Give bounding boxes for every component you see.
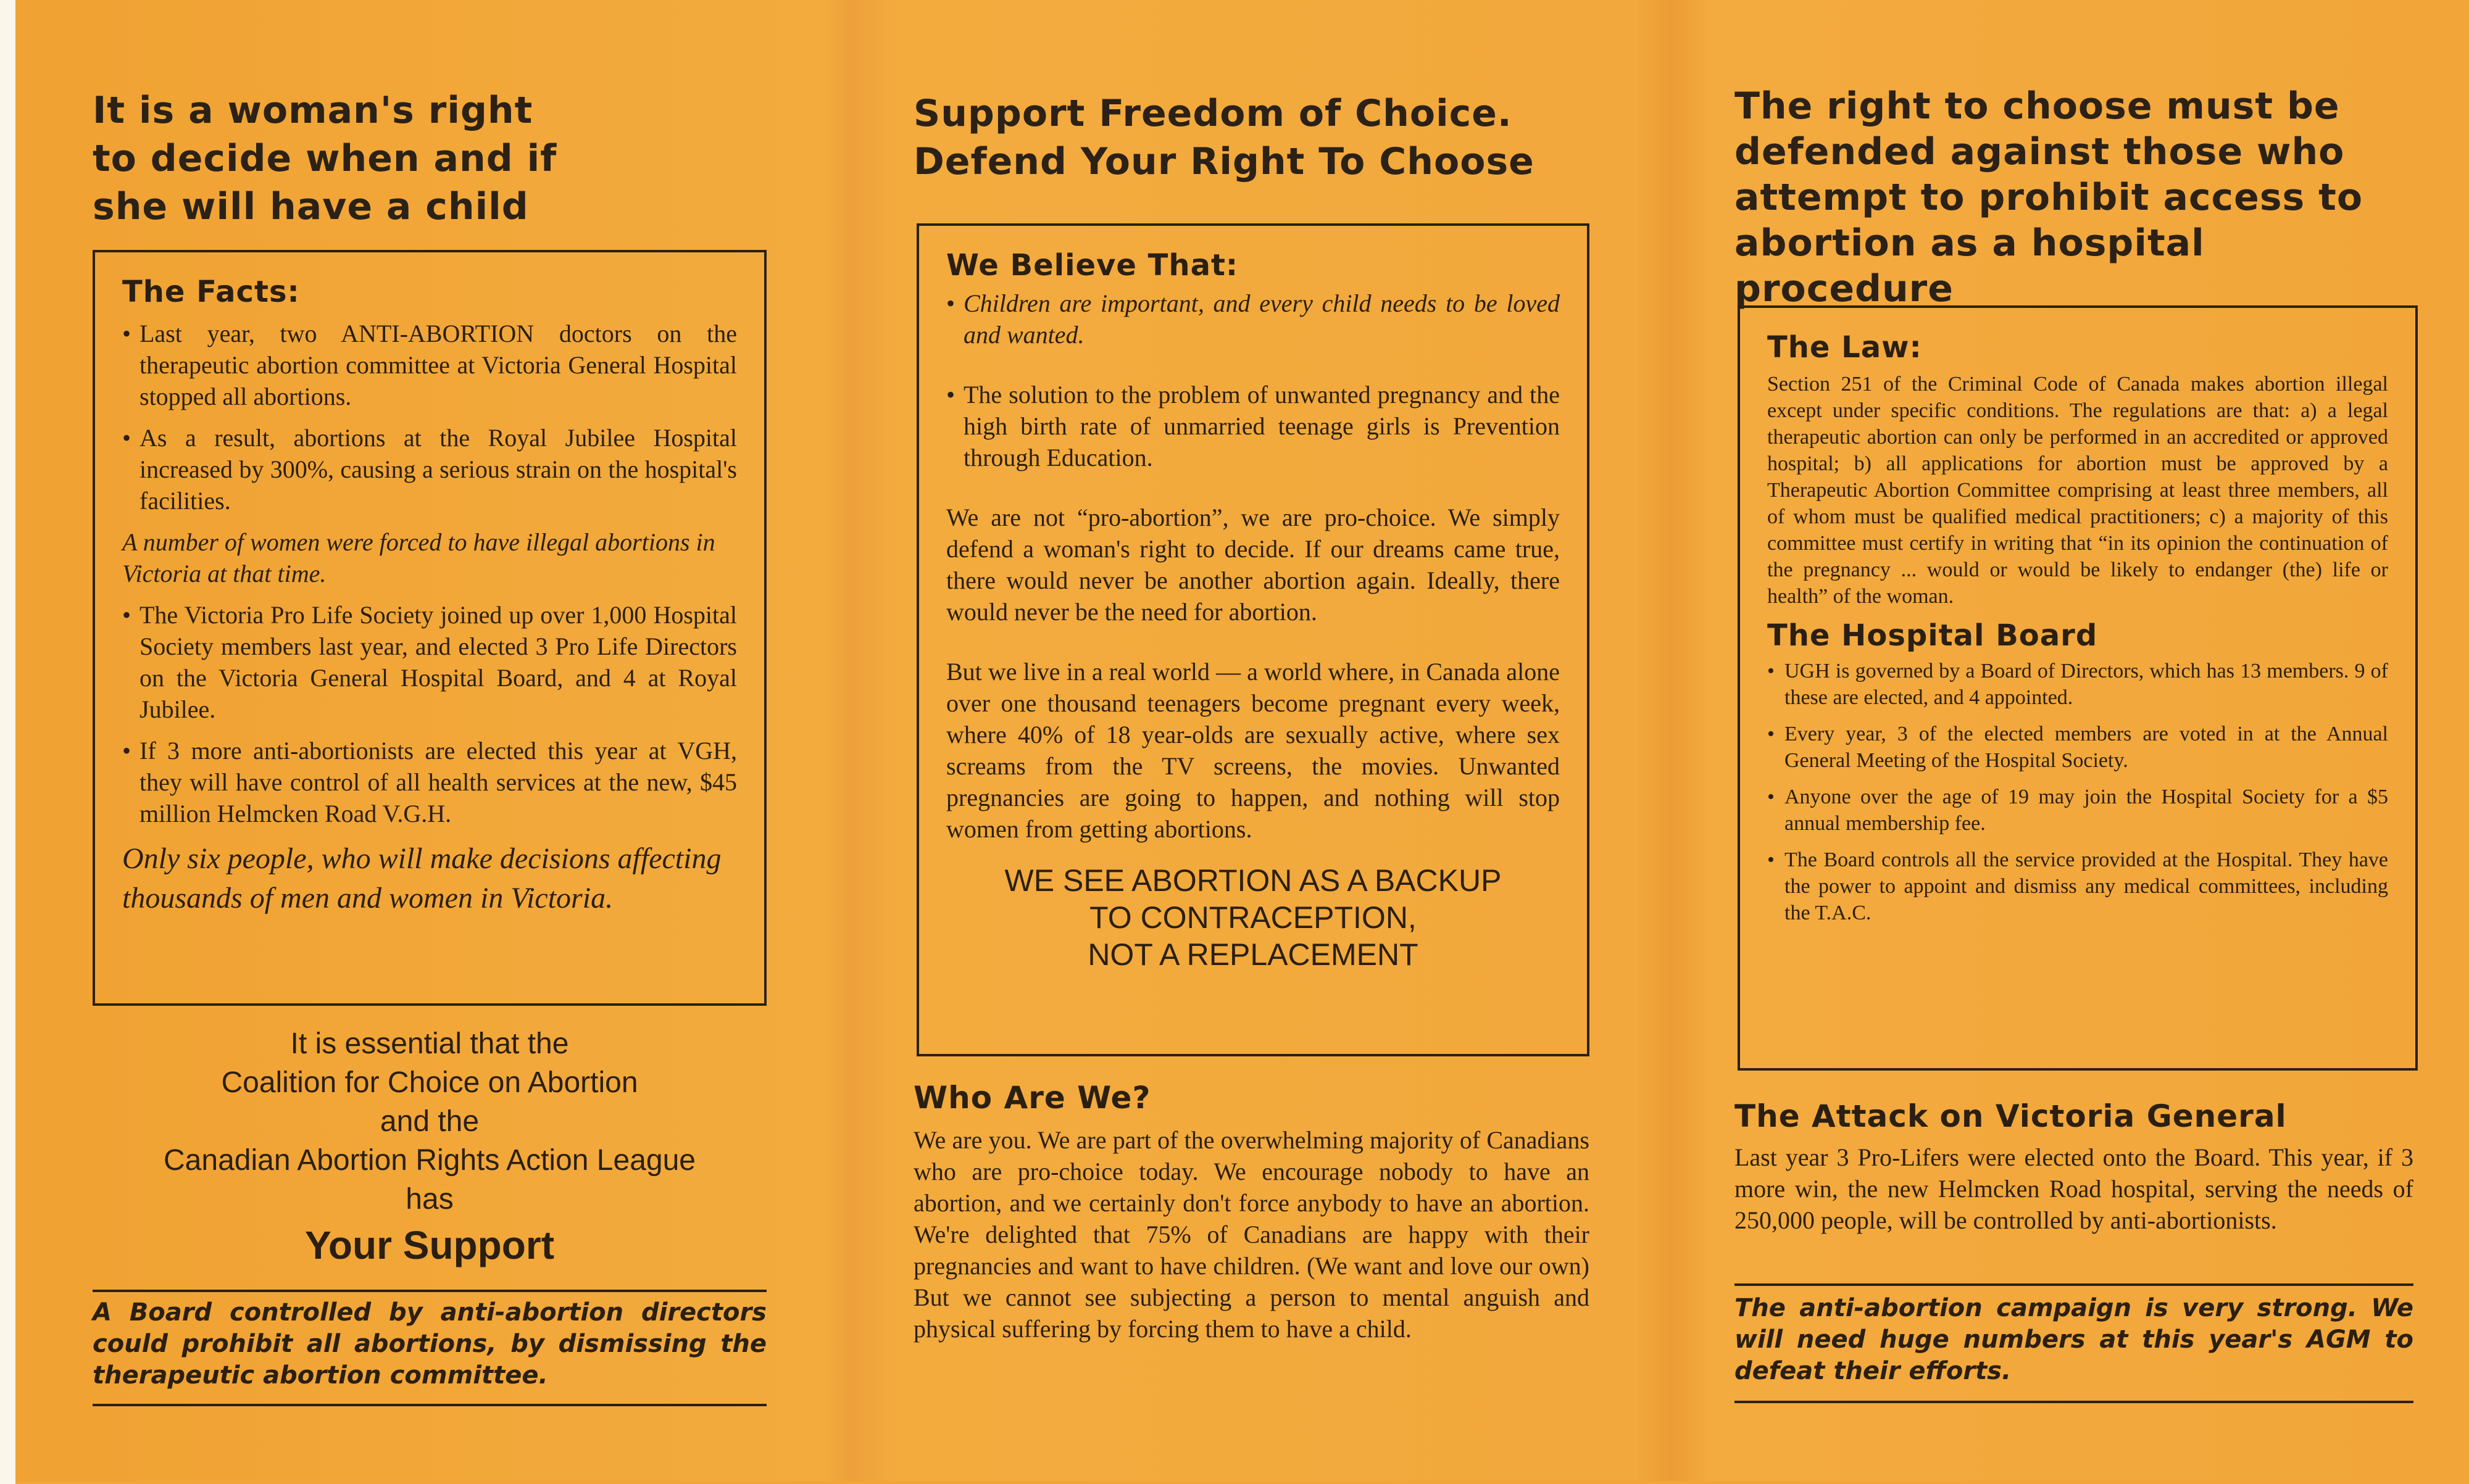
board-item: • The Board controls all the service provided at the Hospital. They have the power to appoint and dismiss any medical committees, including the T.A.C. bbox=[1767, 848, 2388, 924]
board-item: • UGH is governed by a Board of Directors, which has 13 members. 9 of these are elected, and 4 appointed. bbox=[1767, 660, 2388, 709]
board-item: • Every year, 3 of the elected members are voted in at the Annual General Meeting of the Hospital Society. bbox=[1767, 723, 2388, 772]
support-line: and the bbox=[380, 1105, 480, 1138]
law-text: Section 251 of the Criminal Code of Canada makes abortion illegal except under specific conditions. The regulations are that: a) a legal therapeutic abortion can only be performed in an accredited or approved hospital; b) all applications for abortion must be approved by a Therapeutic Abortion Committee comprising at least three members, all of whom must be qualified medical practitioners; c) a majority of this committee must certify in writing that “in its opinion the continuation of the pregnancy ... would or would be likely to endanger (the) life or health” of the woman. bbox=[1767, 373, 2388, 608]
support-line: has bbox=[406, 1183, 454, 1216]
law-box bbox=[1738, 305, 2418, 1071]
left-headline-line: It is a woman's right bbox=[93, 89, 533, 132]
right-headline-line: The right to choose must be bbox=[1734, 85, 2340, 128]
left-headline-line: to decide when and if bbox=[93, 137, 557, 180]
who-heading: Who Are We? bbox=[914, 1080, 1151, 1116]
left-panel bbox=[93, 0, 778, 1481]
fact-item: • The Victoria Pro Life Society joined up over 1,000 Hospital Society members last year, and elected 3 Pro Life Directors on the Victoria General Hospital Board, and 4 at Royal Jubilee. bbox=[122, 601, 737, 723]
facts-heading: The Facts: bbox=[122, 275, 300, 309]
board-heading: The Hospital Board bbox=[1767, 618, 2098, 653]
who-text: We are you. We are part of the overwhelming majority of Canadians who are pro-choice today. We encourage nobody to have an abortion, and we certainly don't force anybody to have an abortion. We're delighted that 75% of Canadians are happy with their pregnancies and want to have children. (We want and love our own) But we cannot see subjecting a person to mental anguish and physical suffering by forcing them to have a child. bbox=[914, 1126, 1589, 1343]
attack-heading: The Attack on Victoria General bbox=[1734, 1098, 2287, 1134]
left-footer-rule-bottom bbox=[93, 1404, 767, 1406]
middle-panel bbox=[914, 0, 1593, 1481]
right-headline-line: attempt to prohibit access to bbox=[1734, 176, 2363, 219]
right-headline bbox=[1734, 83, 2420, 312]
middle-headline bbox=[914, 89, 1534, 186]
left-headline bbox=[93, 86, 557, 231]
slogan-line: WE SEE ABORTION AS A BACKUP bbox=[1004, 863, 1502, 898]
right-headline-line: defended against those who bbox=[1734, 130, 2345, 173]
right-footer-rule-top bbox=[1734, 1283, 2413, 1286]
slogan-line: TO CONTRACEPTION, bbox=[1089, 900, 1417, 935]
facts-closing: Only six people, who will make decisions affecting thousands of men and women in Victoria. bbox=[122, 842, 722, 914]
contraception-slogan bbox=[946, 862, 1560, 973]
support-line: Canadian Abortion Rights Action League bbox=[164, 1144, 696, 1177]
support-block bbox=[93, 1024, 767, 1272]
attack-text: Last year 3 Pro-Lifers were elected onto the Board. This year, if 3 more win, the new Helmcken Road hospital, serving the needs of 250,000 people, will be controlled by anti-abortionists. bbox=[1734, 1143, 2413, 1234]
right-footer-rule-bottom bbox=[1734, 1401, 2413, 1403]
facts-note: A number of women were forced to have illegal abortions in Victoria at that time. bbox=[122, 528, 715, 587]
fact-item: • If 3 more anti-abortionists are elected this year at VGH, they will have control of all health services at the new, $45 million Helmcken Road V.G.H. bbox=[122, 737, 737, 827]
right-headline-line: abortion as a hospital procedure bbox=[1734, 222, 2205, 310]
slogan-line: NOT A REPLACEMENT bbox=[1088, 937, 1418, 972]
belief-item: • The solution to the problem of unwanted pregnancy and the high birth rate of unmarried teenage girls is Prevention through Education. bbox=[946, 381, 1560, 471]
middle-headline-line: Support Freedom of Choice. bbox=[914, 92, 1512, 135]
left-footer-text: A Board controlled by anti-abortion directors could prohibit all abortions, by dismissing the therapeutic abortion committee. bbox=[93, 1298, 767, 1390]
right-panel bbox=[1734, 0, 2420, 1481]
support-line: Coalition for Choice on Abortion bbox=[221, 1066, 638, 1099]
facts-box bbox=[93, 250, 767, 1006]
real-world-paragraph: But we live in a real world — a world where, in Canada alone over one thousand teenagers become pregnant every week, where 40% of 18 year-olds are sexually active, where sex screams from the TV screens, the movies. Unwanted pregnancies are going to happen, and nothing will stop women from getting abortions. bbox=[946, 658, 1560, 843]
support-line: It is essential that the bbox=[290, 1027, 569, 1060]
fact-item: • Last year, two ANTI-ABORTION doctors on the therapeutic abortion committee at Victoria General Hospital stopped all abortions. bbox=[122, 320, 737, 410]
scan-edge bbox=[0, 0, 15, 1484]
belief-item: • Children are important, and every child needs to be loved and wanted. bbox=[946, 289, 1560, 349]
believe-box bbox=[917, 223, 1589, 1056]
left-footer-rule-top bbox=[93, 1290, 767, 1292]
left-headline-line: she will have a child bbox=[93, 185, 529, 228]
support-big: Your Support bbox=[304, 1223, 555, 1267]
board-item: • Anyone over the age of 19 may join the Hospital Society for a $5 annual membership fee. bbox=[1767, 786, 2388, 835]
right-footer-text: The anti-abortion campaign is very strong. We will need huge numbers at this year's AGM to defeat their efforts. bbox=[1734, 1294, 2413, 1385]
fact-item: • As a result, abortions at the Royal Jubilee Hospital increased by 300%, causing a serious strain on the hospital's facilities. bbox=[122, 424, 737, 515]
prochoice-paragraph: We are not “pro-abortion”, we are pro-choice. We simply defend a woman's right to decide. If our dreams came true, there would never be another abortion again. Ideally, there would never be the need for abortion. bbox=[946, 504, 1560, 626]
middle-headline-line: Defend Your Right To Choose bbox=[914, 140, 1534, 183]
law-heading: The Law: bbox=[1767, 330, 1922, 365]
believe-heading: We Believe That: bbox=[946, 248, 1239, 283]
